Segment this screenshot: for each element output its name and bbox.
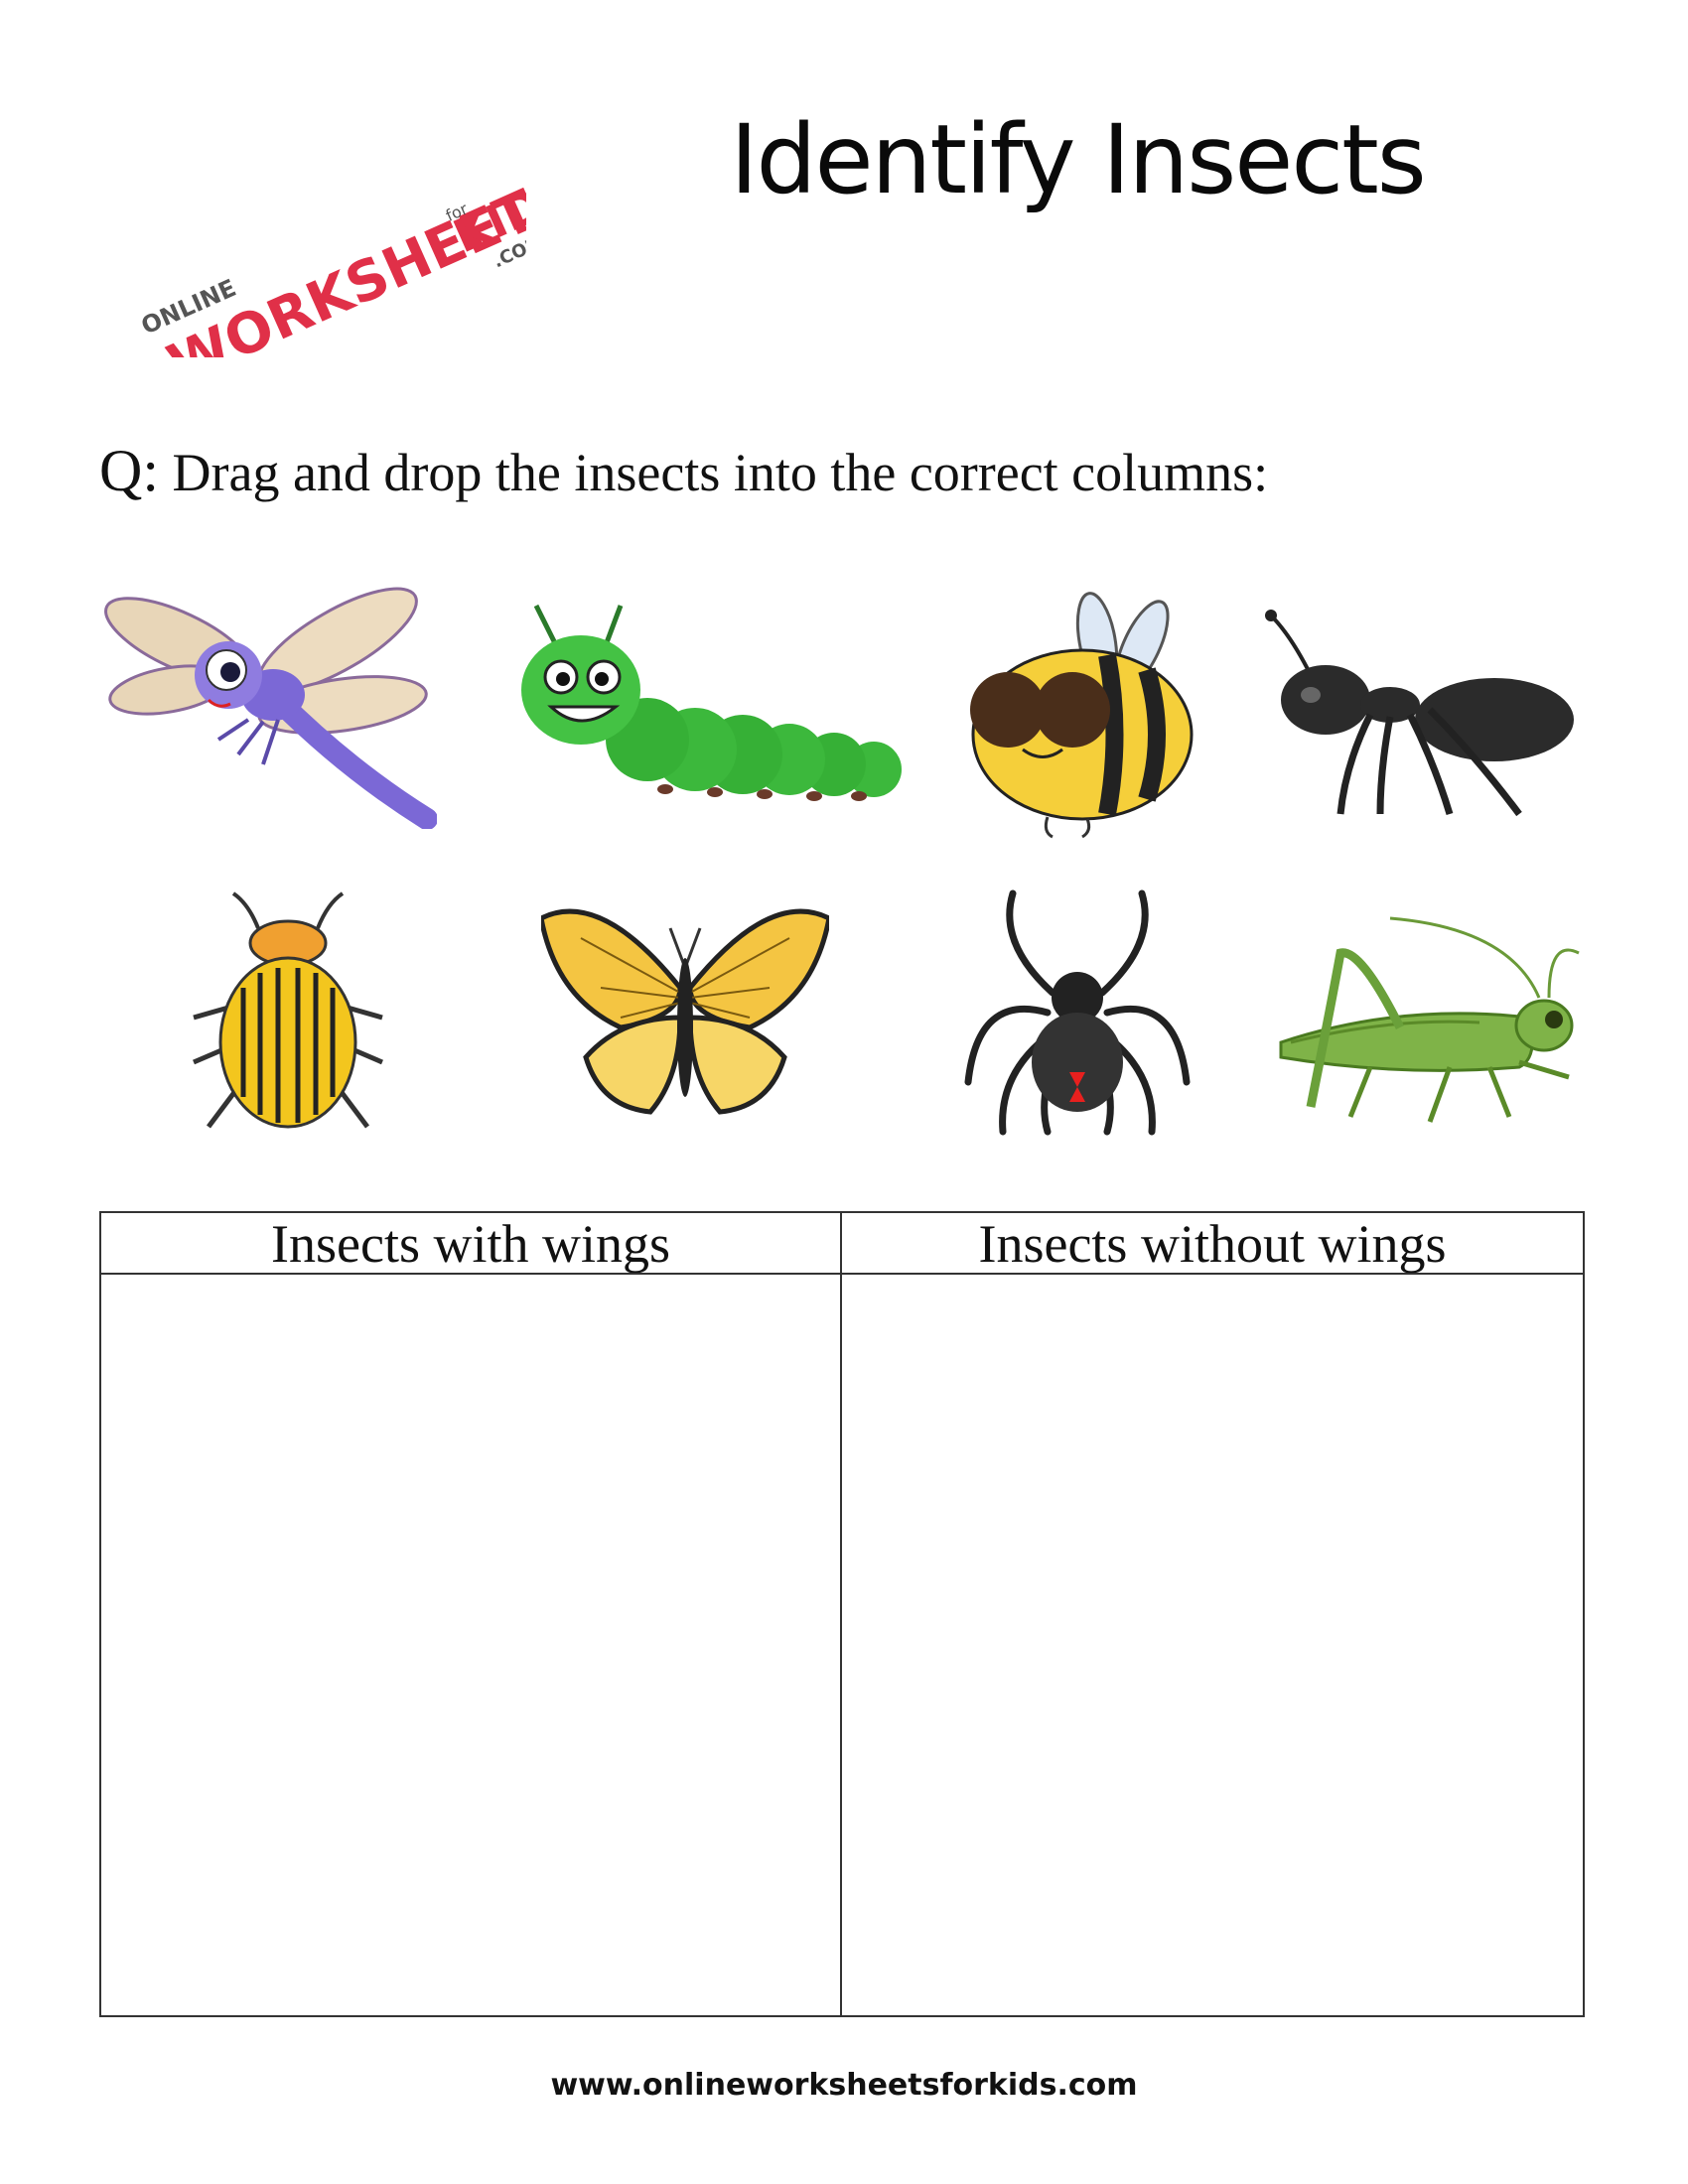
- dragonfly-icon[interactable]: [99, 581, 437, 829]
- bee-icon[interactable]: [958, 591, 1196, 839]
- drop-zone-without-wings[interactable]: [842, 1275, 1583, 2015]
- spider-icon[interactable]: [958, 884, 1196, 1142]
- column-header-without-wings: Insects without wings: [842, 1213, 1583, 1275]
- logo-kids-text: KIDS: [445, 164, 526, 264]
- column-header-with-wings: Insects with wings: [101, 1213, 842, 1275]
- site-logo: [99, 109, 526, 357]
- logo-com-text: .COM: [490, 231, 526, 273]
- sorting-table: [99, 1211, 1585, 2017]
- grasshopper-icon[interactable]: [1251, 908, 1589, 1127]
- question-text: Drag and drop the insects into the correct columns:: [159, 443, 1269, 502]
- question-prefix: Q:: [99, 438, 159, 503]
- footer-url: www.onlineworksheetsforkids.com: [550, 2068, 1138, 2103]
- caterpillar-icon[interactable]: [516, 596, 904, 814]
- butterfly-icon[interactable]: [541, 908, 829, 1127]
- drop-zone-with-wings[interactable]: [101, 1275, 842, 2015]
- beetle-icon[interactable]: [189, 888, 387, 1147]
- ant-icon[interactable]: [1261, 606, 1579, 824]
- logo-for-text: for: [442, 199, 471, 225]
- page-title: Identify Insects: [730, 104, 1425, 215]
- question-prompt: [99, 437, 1268, 505]
- logo-online-text: ONLINE: [137, 273, 240, 341]
- logo-worksheets-text: WORKSHEETS: [158, 162, 526, 357]
